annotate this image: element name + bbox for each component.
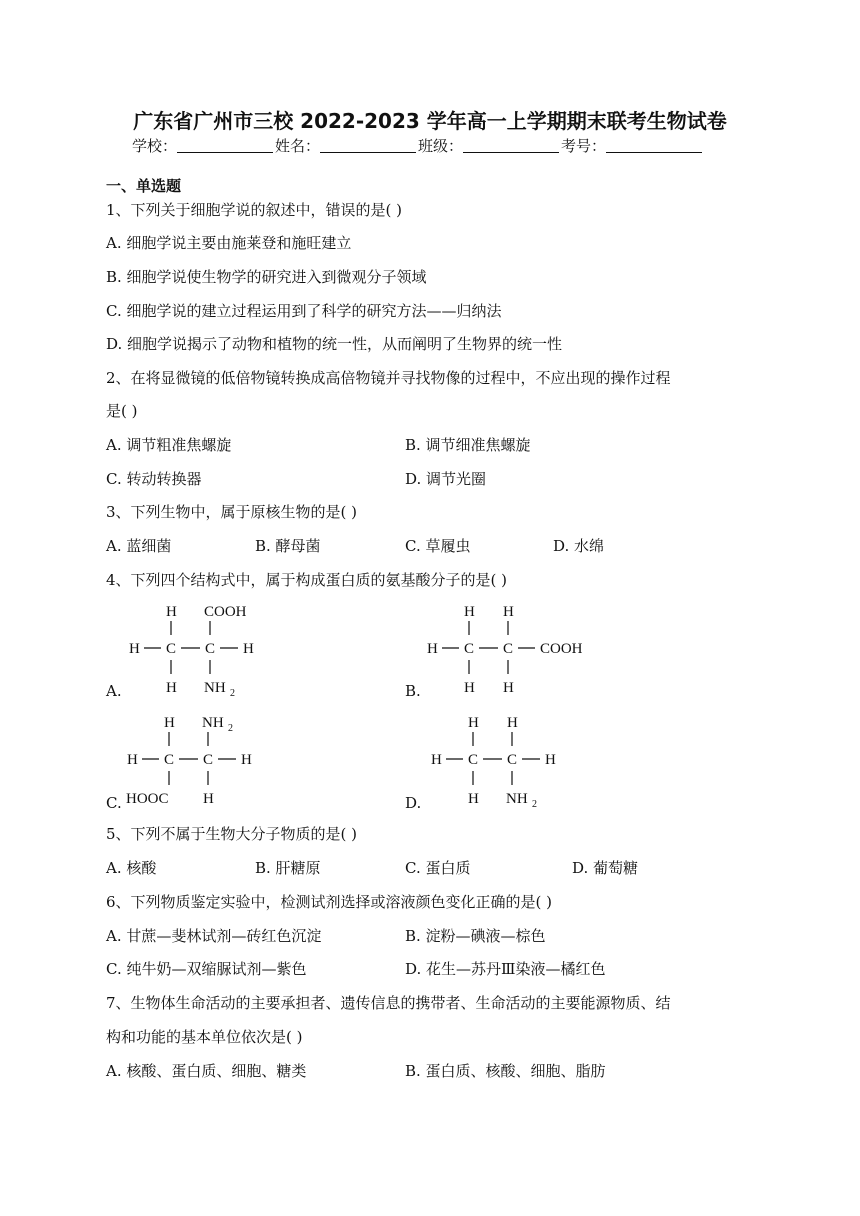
q6-option-c: C. 纯牛奶—双缩脲试剂—紫色 xyxy=(106,960,307,978)
q6-option-d: D. 花生—苏丹Ⅲ染液—橘红色 xyxy=(405,960,606,978)
svg-text:H: H xyxy=(503,680,514,696)
svg-text:H: H xyxy=(431,752,442,768)
q2-option-d: D. 调节光圈 xyxy=(405,470,487,488)
svg-text:C: C xyxy=(166,641,177,657)
q5-option-d: D. 葡萄糖 xyxy=(572,859,639,877)
svg-text:C: C xyxy=(164,752,175,768)
q3-option-d: D. 水绵 xyxy=(553,537,605,555)
q2-option-a: A. 调节粗准焦螺旋 xyxy=(106,436,232,454)
q1-option-a: A. 细胞学说主要由施莱登和施旺建立 xyxy=(106,234,352,252)
name-blank[interactable] xyxy=(320,138,416,153)
exam-no-blank[interactable] xyxy=(606,138,702,153)
q3-option-c: C. 草履虫 xyxy=(405,537,471,555)
q5-option-c: C. 蛋白质 xyxy=(405,859,471,877)
class-label: 班级： xyxy=(418,137,464,155)
exam-no-label: 考号： xyxy=(561,137,607,155)
svg-text:COOH: COOH xyxy=(540,641,583,657)
svg-text:C: C xyxy=(468,752,479,768)
svg-text:H: H xyxy=(129,641,140,657)
structure-d-diagram xyxy=(428,711,568,811)
svg-text:H: H xyxy=(427,641,438,657)
q2-stem-line1: 2、在将显微镜的低倍物镜转换成高倍物镜并寻找物像的过程中，不应出现的操作过程 xyxy=(106,369,671,387)
q3-option-a: A. 蓝细菌 xyxy=(106,537,172,555)
section-heading: 一、单选题 xyxy=(106,177,182,195)
q2-stem-line2: 是( ) xyxy=(106,402,138,420)
name-label: 姓名： xyxy=(275,137,321,155)
student-info-line xyxy=(132,136,704,156)
q7-option-b: B. 蛋白质、核酸、细胞、脂肪 xyxy=(405,1062,606,1080)
svg-text:H: H xyxy=(166,680,177,696)
q4-option-b-label: B. xyxy=(405,682,421,700)
svg-text:H: H xyxy=(203,791,214,807)
svg-text:C: C xyxy=(203,752,214,768)
svg-text:H: H xyxy=(468,791,479,807)
svg-text:H: H xyxy=(503,604,514,620)
class-blank[interactable] xyxy=(463,138,559,153)
svg-text:H: H xyxy=(166,604,177,620)
svg-text:H: H xyxy=(243,641,254,657)
q5-option-a: A. 核酸 xyxy=(106,859,157,877)
svg-text:H: H xyxy=(464,604,475,620)
q7-stem-line1: 7、生物体生命活动的主要承担者、遗传信息的携带者、生命活动的主要能源物质、结 xyxy=(106,994,671,1012)
svg-text:H: H xyxy=(507,715,518,731)
svg-text:H: H xyxy=(464,680,475,696)
svg-text:C: C xyxy=(503,641,514,657)
q7-stem-line2: 构和功能的基本单位依次是( ) xyxy=(106,1028,303,1046)
q3-stem: 3、下列生物中，属于原核生物的是( ) xyxy=(106,503,358,521)
page-title: 广东省广州市三校 2022-2023 学年高一上学期期末联考生物试卷 xyxy=(133,109,727,133)
q1-option-d: D. 细胞学说揭示了动物和植物的统一性，从而阐明了生物界的统一性 xyxy=(106,335,563,353)
q6-option-a: A. 甘蔗—斐林试剂—砖红色沉淀 xyxy=(106,927,322,945)
structure-a-diagram xyxy=(126,600,266,700)
svg-text:2: 2 xyxy=(228,723,233,734)
q4-stem: 4、下列四个结构式中，属于构成蛋白质的氨基酸分子的是( ) xyxy=(106,571,508,589)
svg-text:COOH: COOH xyxy=(204,604,247,620)
q4-option-a-label: A. xyxy=(106,682,122,700)
school-label: 学校： xyxy=(132,137,178,155)
q2-option-b: B. 调节细准焦螺旋 xyxy=(405,436,531,454)
svg-text:HOOC: HOOC xyxy=(126,791,169,807)
school-blank[interactable] xyxy=(177,138,273,153)
svg-text:C: C xyxy=(507,752,518,768)
structure-c-diagram xyxy=(124,711,264,811)
q5-option-b: B. 肝糖原 xyxy=(255,859,321,877)
q1-option-c: C. 细胞学说的建立过程运用到了科学的研究方法——归纳法 xyxy=(106,302,502,320)
q6-stem: 6、下列物质鉴定实验中，检测试剂选择或溶液颜色变化正确的是( ) xyxy=(106,893,553,911)
svg-text:H: H xyxy=(241,752,252,768)
svg-text:NH: NH xyxy=(506,791,528,807)
svg-text:C: C xyxy=(205,641,216,657)
svg-text:NH: NH xyxy=(202,715,224,731)
q5-stem: 5、下列不属于生物大分子物质的是( ) xyxy=(106,825,358,843)
structure-b-diagram xyxy=(424,600,604,700)
q4-option-c-label: C. xyxy=(106,794,122,812)
svg-text:H: H xyxy=(545,752,556,768)
svg-text:H: H xyxy=(127,752,138,768)
svg-text:H: H xyxy=(468,715,479,731)
svg-text:H: H xyxy=(164,715,175,731)
svg-text:2: 2 xyxy=(230,688,235,699)
svg-text:C: C xyxy=(464,641,475,657)
q7-option-a: A. 核酸、蛋白质、细胞、糖类 xyxy=(106,1062,307,1080)
q2-option-c: C. 转动转换器 xyxy=(106,470,202,488)
q1-stem: 1、下列关于细胞学说的叙述中，错误的是( ) xyxy=(106,201,403,219)
q3-option-b: B. 酵母菌 xyxy=(255,537,321,555)
q1-option-b: B. 细胞学说使生物学的研究进入到微观分子领域 xyxy=(106,268,427,286)
svg-text:2: 2 xyxy=(532,799,537,810)
q4-option-d-label: D. xyxy=(405,794,422,812)
svg-text:NH: NH xyxy=(204,680,226,696)
q6-option-b: B. 淀粉—碘液—棕色 xyxy=(405,927,546,945)
